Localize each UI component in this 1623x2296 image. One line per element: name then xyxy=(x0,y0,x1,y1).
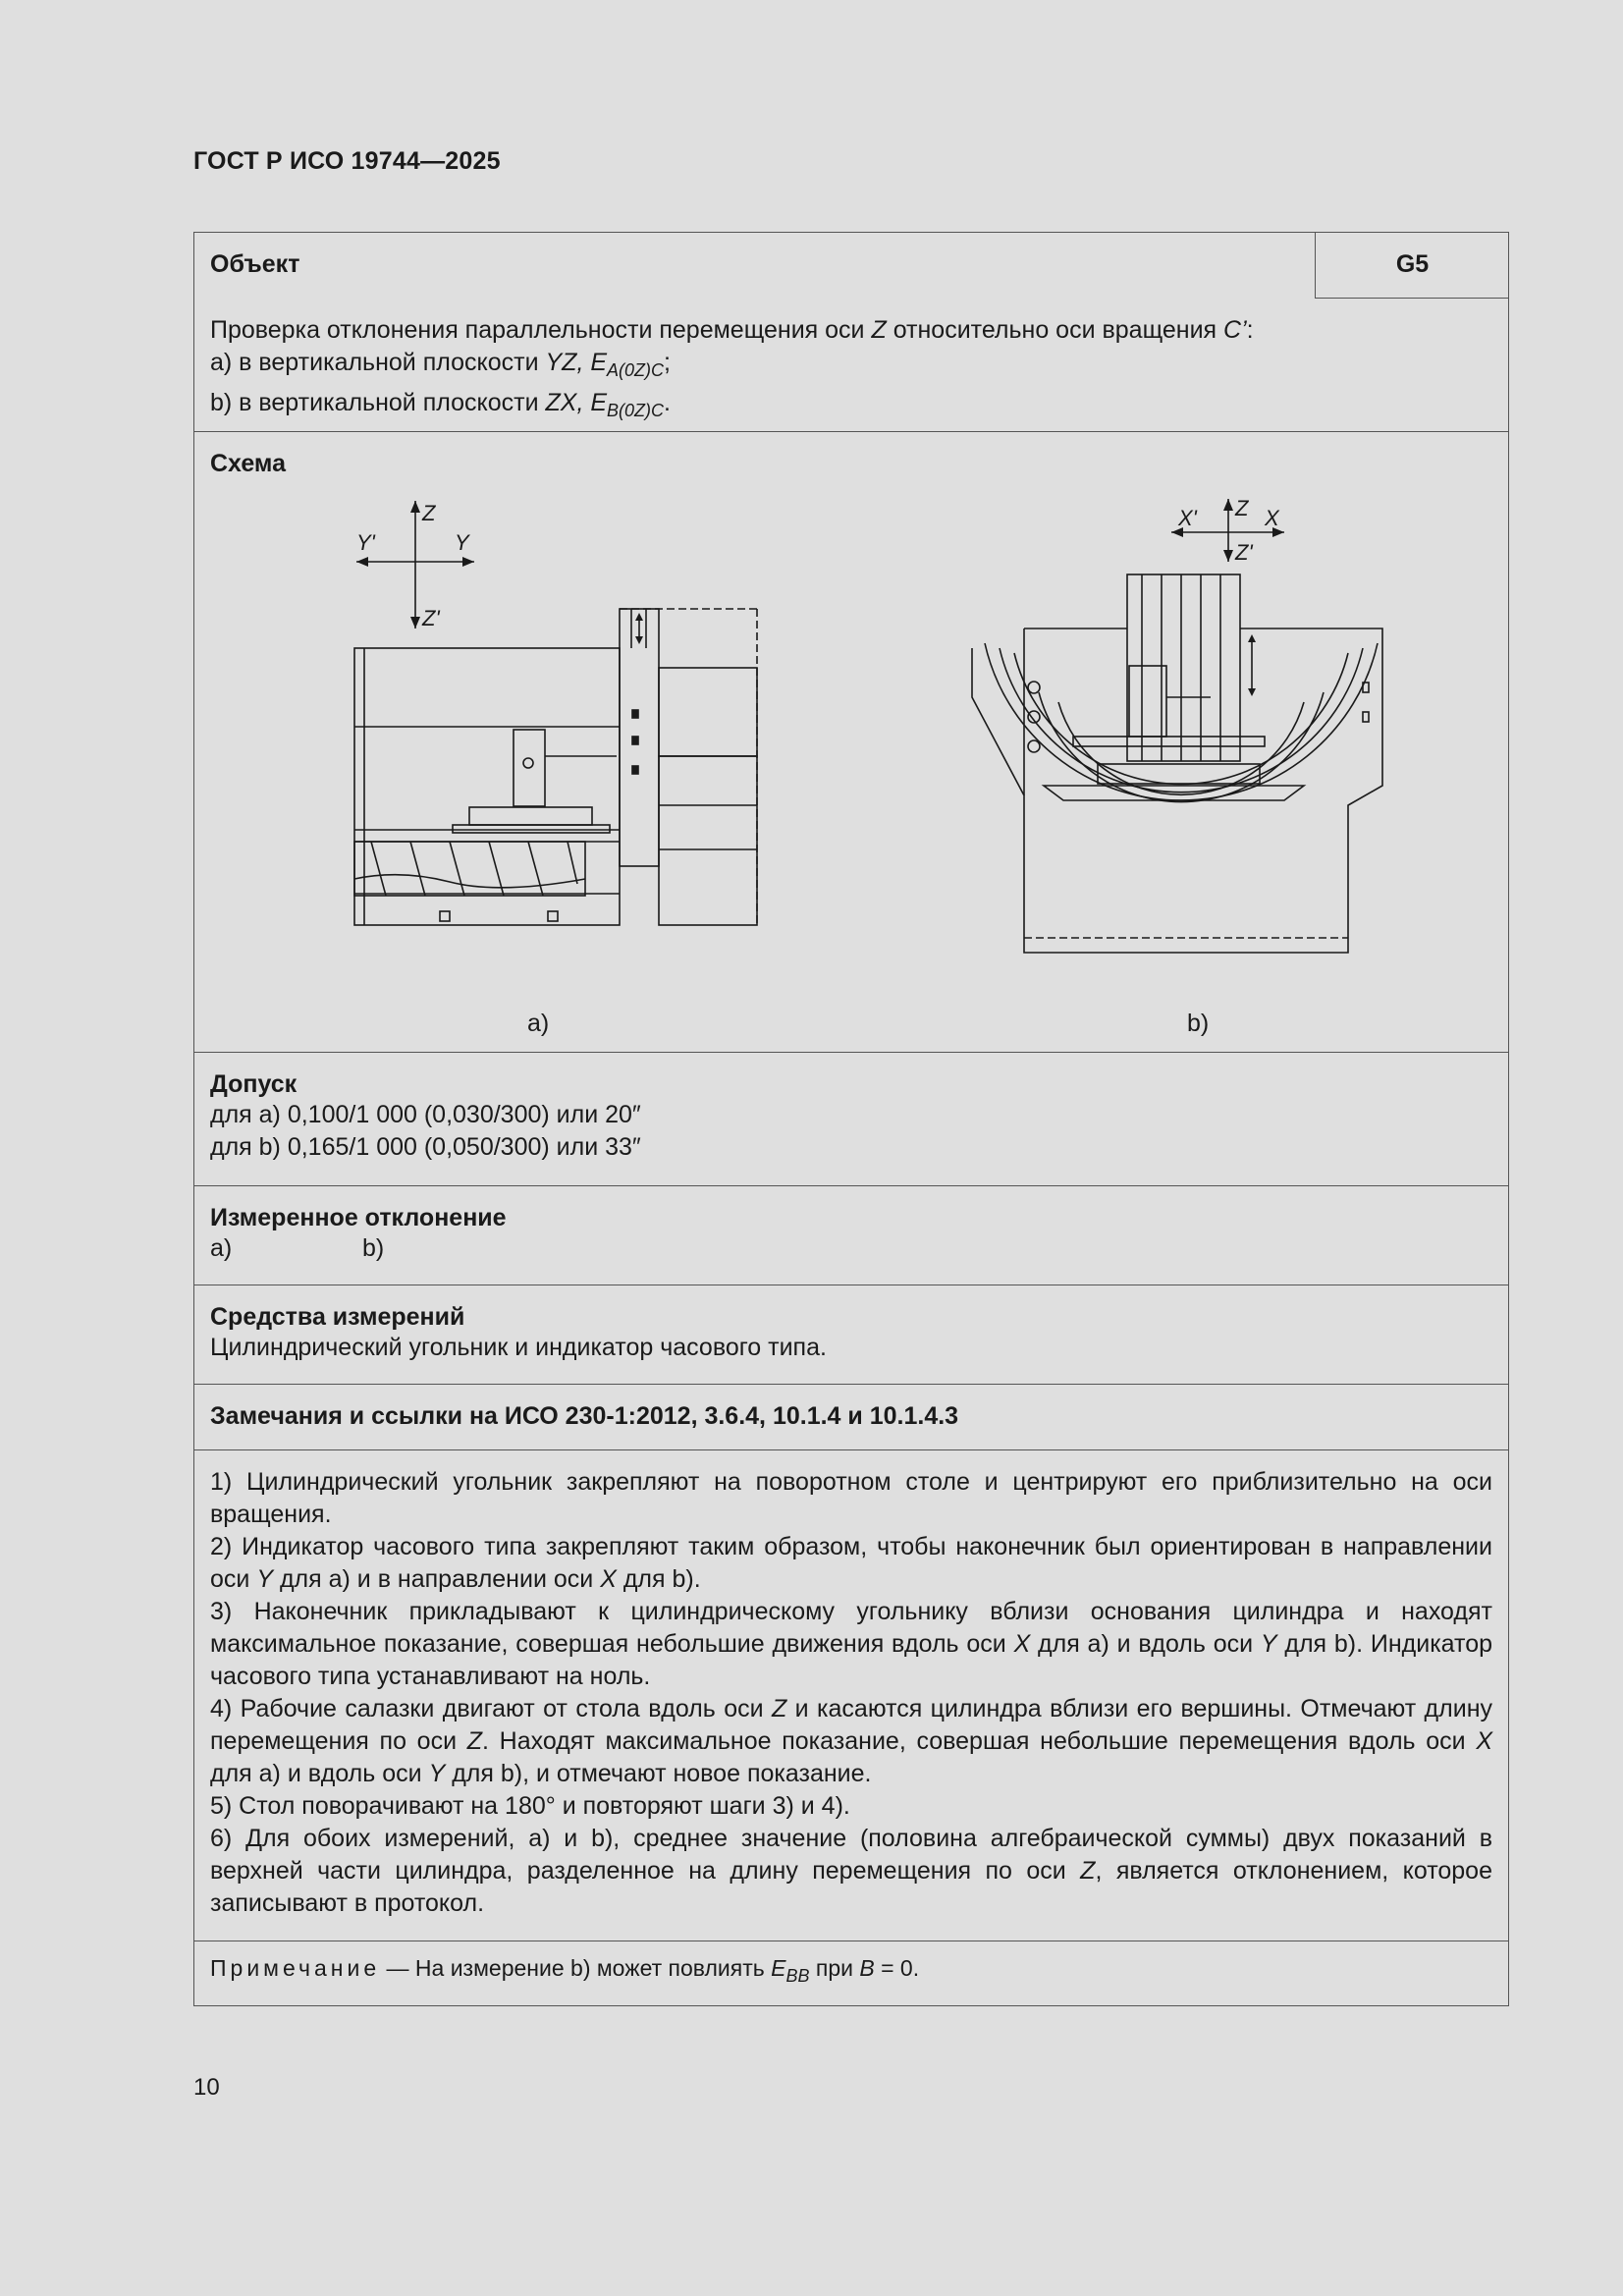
axis-label-zneg-a: Z' xyxy=(422,606,440,630)
object-description xyxy=(210,314,1492,427)
remarks-section xyxy=(194,1384,1508,1449)
scheme-section xyxy=(194,431,1508,1052)
note-label: Примечание xyxy=(210,1955,381,1981)
step-5: 5) Стол поворачивают на 180° и повторяют шаги 3) и 4). xyxy=(210,1792,850,1820)
measured-section xyxy=(194,1185,1508,1285)
note-text: — На измерение b) может повлиять $E_{BB}$ при B = 0. xyxy=(380,1955,920,1986)
tolerance-line-b: для b) 0,165/1 000 (0,050/300) или 33″ xyxy=(210,1133,641,1161)
axis-label-xneg-b: X' xyxy=(1178,506,1197,530)
procedure-steps xyxy=(194,1449,1508,1941)
axis-label-z-a: Z xyxy=(422,501,436,525)
tolerance-section xyxy=(194,1052,1508,1185)
axis-label-y-a: Y xyxy=(455,530,469,555)
scheme-drawing-b xyxy=(950,491,1500,972)
object-label: Объект xyxy=(210,250,300,278)
object-intro: Проверка отклонения параллельности перемещения оси Z относительно оси вращения C’: xyxy=(210,316,1254,344)
tools-label: Средства измерений xyxy=(210,1303,465,1331)
page-number: 10 xyxy=(193,2074,220,2101)
note-section xyxy=(194,1941,1508,2005)
object-item-a: a) в вертикальной плоскости YZ, $E_{A(0Z)C}$; xyxy=(210,349,671,380)
scheme-caption-b: b) xyxy=(1187,1010,1210,1037)
test-code: G5 xyxy=(1315,232,1509,299)
step-4: 4) Рабочие салазки двигают от стола вдоль оси Z и касаются цилиндра вблизи его вершины. Отмечают длину перемещения по оси Z. Находят максимальное показание, совершая небольшие перемещения вдоль оси X для a) и вдоль оси Y для b), и отмечают новое показание. xyxy=(210,1695,1493,1787)
document-header: ГОСТ Р ИСО 19744—2025 xyxy=(193,147,501,175)
step-3: 3) Наконечник прикладывают к цилиндрическому угольнику вблизи основания цилиндра и находят максимальное показание, совершая небольшие движения вдоль оси X для a) и вдоль оси Y для b). Индикатор часового типа устанавливают на ноль. xyxy=(210,1598,1493,1690)
tools-section xyxy=(194,1285,1508,1384)
step-2: 2) Индикатор часового типа закрепляют таким образом, чтобы наконечник был ориентирован в направлении оси Y для a) и в направлении оси X для b). xyxy=(210,1533,1492,1593)
measured-label: Измеренное отклонение xyxy=(210,1204,507,1231)
remarks-label: Замечания и ссылки на ИСО 230-1:2012, 3.6.4, 10.1.4 и 10.1.4.3 xyxy=(210,1402,959,1430)
measured-b: b) xyxy=(362,1234,385,1262)
scheme-drawing-a xyxy=(293,491,882,953)
object-section xyxy=(194,233,1508,431)
measured-a: a) xyxy=(210,1234,233,1262)
tolerance-label: Допуск xyxy=(210,1070,298,1098)
scheme-label: Схема xyxy=(210,450,286,477)
tolerance-line-a: для a) 0,100/1 000 (0,030/300) или 20″ xyxy=(210,1101,641,1128)
axis-label-z-b: Z xyxy=(1235,496,1249,520)
measured-values xyxy=(210,1232,1492,1265)
tools-text: Цилиндрический угольник и индикатор часового типа. xyxy=(210,1334,827,1361)
axis-label-x-b: X xyxy=(1265,506,1279,530)
step-1: 1) Цилиндрический угольник закрепляют на поворотном столе и центрируют его приблизительно на оси вращения. xyxy=(210,1468,1492,1528)
test-sheet-table xyxy=(193,232,1509,2006)
scheme-caption-a: a) xyxy=(527,1010,550,1037)
object-item-b: b) в вертикальной плоскости ZX, $E_{B(0Z)C}$. xyxy=(210,389,671,420)
axis-label-yneg-a: Y' xyxy=(356,530,375,555)
axis-label-zneg-b: Z' xyxy=(1235,540,1253,565)
step-6: 6) Для обоих измерений, a) и b), среднее значение (половина алгебраической суммы) двух показаний в верхней части цилиндра, разделенное на длину перемещения по оси Z, является отклонением, которое записывают в протокол. xyxy=(210,1825,1492,1917)
